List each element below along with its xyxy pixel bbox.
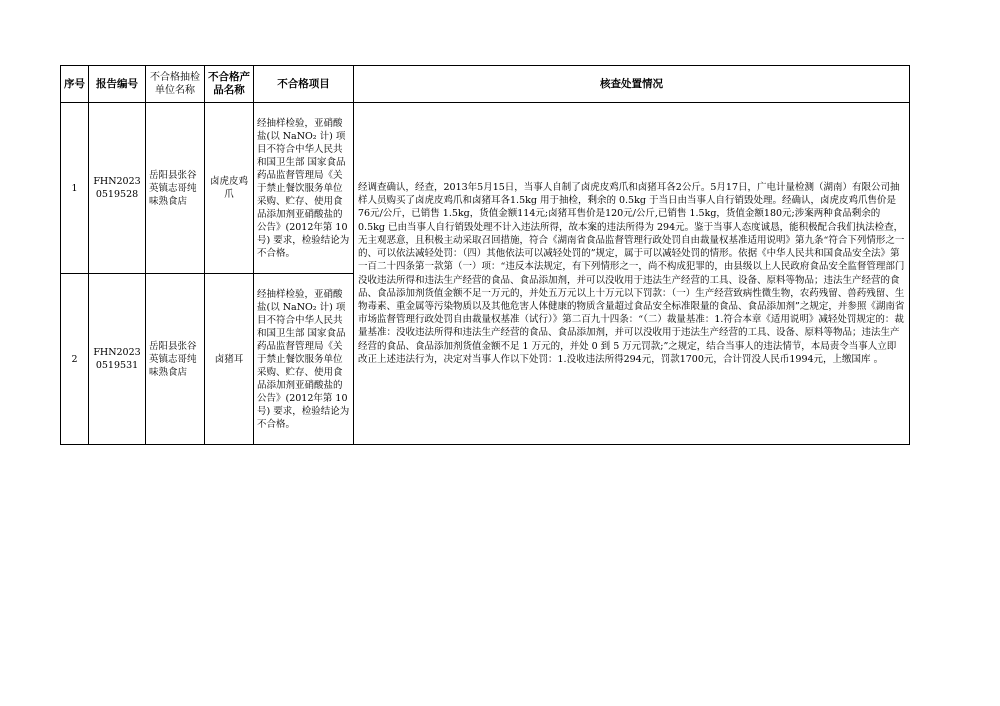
- cell-report-no: FHN20230519531: [89, 274, 146, 445]
- cell-item: 经抽样检验，亚硝酸盐(以 NaNO₂ 计) 项目不符合中华人民共和国卫生部 国家食品药品监督管理局《关于禁止餐饮服务单位采购、贮存、使用食品添加剂亚硝酸盐的公告》(2012年第 10号) 要求，检验结论为不合格。: [254, 103, 354, 274]
- header-row: [61, 66, 910, 103]
- cell-unit: 岳阳县张谷英镇志哥纯味熟食店: [146, 103, 205, 274]
- cell-product: 卤猪耳: [205, 274, 254, 445]
- cell-seq: 2: [61, 274, 89, 445]
- header-report-no: 报告编号: [89, 66, 146, 103]
- cell-report-no: FHN20230519528: [89, 103, 146, 274]
- header-unit: 不合格抽检单位名称: [146, 66, 205, 103]
- cell-seq: 1: [61, 103, 89, 274]
- header-item: 不合格项目: [254, 66, 354, 103]
- cell-unit: 岳阳县张谷英镇志哥纯味熟食店: [146, 274, 205, 445]
- inspection-table: [60, 65, 910, 445]
- cell-item: 经抽样检验，亚硝酸盐(以 NaNO₂ 计) 项目不符合中华人民共和国卫生部 国家食品药品监督管理局《关于禁止餐饮服务单位采购、贮存、使用食品添加剂亚硝酸盐的公告》(2012年第 10号) 要求，检验结论为不合格。: [254, 274, 354, 445]
- table-row: [61, 103, 910, 274]
- cell-disposal: 经调查确认，经查，2013年5月15日，当事人自制了卤虎皮鸡爪和卤猪耳各2公斤。5月17日，广电计量检测（湖南）有限公司抽样人员购买了卤虎皮鸡爪和卤猪耳各1.5kg 用于抽检，剩余的 0.5kg 于当日由当事人自行销毁处理。经确认，卤虎皮鸡爪售价是76元/公斤，已销售 1.5kg，货值金额114元;卤猪耳售价是120元/公斤,已销售 1.5kg，货值金额180元;涉案两种食品剩余的 0.5kg 已由当事人自行销毁处理不计入违法所得，故本案的违法所得为 294元。鉴于当事人态度诚恳，能积极配合我们执法检查，无主观恶意，且积极主动采取召回措施，符合《湖南省食品监督管理行政处罚自由裁量权基准适用说明》第九条“符合下列情形之一的、可以依法减轻处罚：（四）其他依法可以减轻处罚的”规定，属于可以减轻处罚的情形。依据《中华人民共和国食品安全法》第一百二十四条第一款第（一）项：“违反本法规定，有下列情形之一，尚不构成犯罪的，由县级以上人民政府食品安全监督管理部门没收违法所得和违法生产经营的食品、食品添加剂，并可以没收用于违法生产经营的工具、设备、原料等物品；违法生产经营的食品、食品添加剂货值金额不足一万元的，并处五万元以上十万元以下罚款：（一）生产经营致病性微生物，农药残留、兽药残留、生物毒素、重金属等污染物质以及其他危害人体健康的物质含量超过食品安全标准限量的食品、食品添加剂”之规定，并参照《湖南省市场监督管理行政处罚自由裁量权基准（试行）》第二百九十四条：“（二）裁量基准：1.符合本章《适用说明》减轻处罚规定的：裁量基准：没收违法所得和违法生产经营的食品、食品添加剂，并可以没收用于违法生产经营的工具、设备、原料等物品；违法生产经营的食品、食品添加剂货值金额不足 1 万元的，并处 0 到 5 万元罚款;”之规定，结合当事人的违法情节，本局责令当事人立即改正上述违法行为，决定对当事人作以下处罚：1.没收违法所得294元，罚款1700元，合计罚没人民币1994元，上缴国库 。: [354, 103, 910, 445]
- header-product: 不合格产品名称: [205, 66, 254, 103]
- cell-product: 卤虎皮鸡爪: [205, 103, 254, 274]
- header-disposal: 核查处置情况: [354, 66, 910, 103]
- header-seq: 序号: [61, 66, 89, 103]
